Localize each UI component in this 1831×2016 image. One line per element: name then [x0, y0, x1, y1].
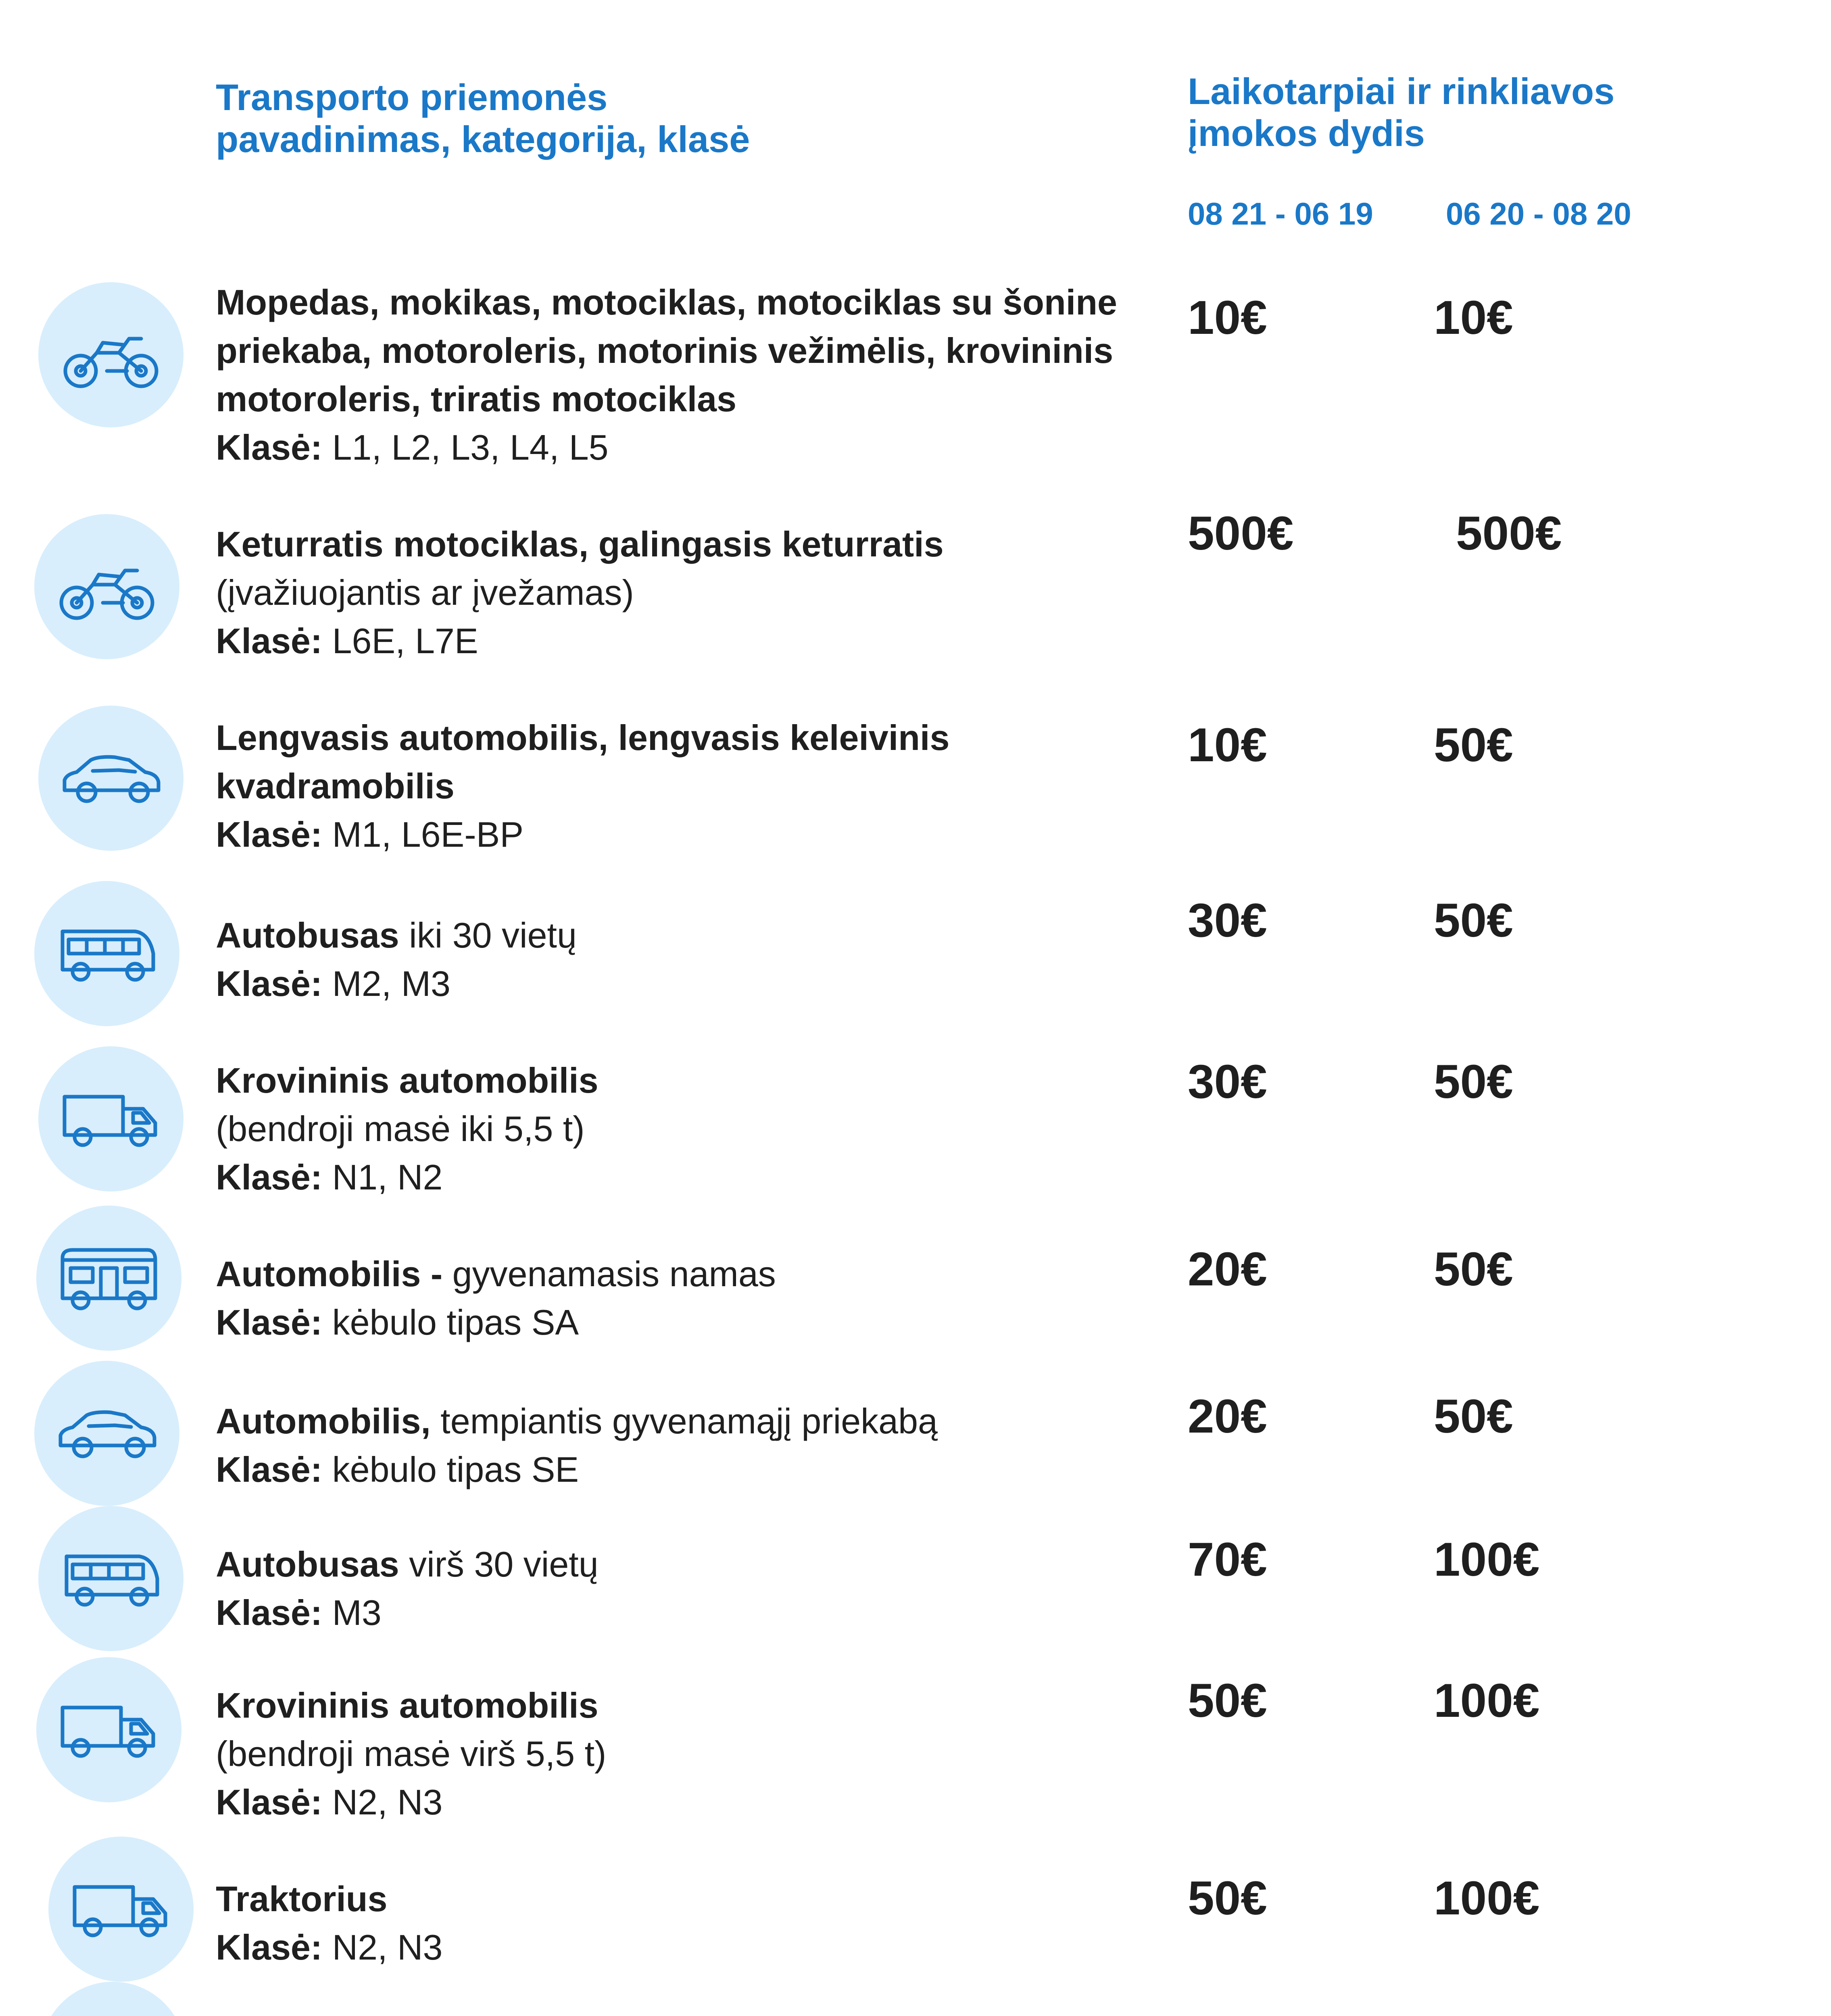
price-period-a: 10€ — [1188, 719, 1267, 772]
motorcycle-icon — [34, 514, 179, 659]
row-description — [216, 1681, 1176, 1826]
price-period-a: 20€ — [1188, 1390, 1267, 1443]
row-title-rest: tempiantis gyvenamąjį priekabą — [430, 1401, 938, 1441]
car-icon — [40, 1982, 186, 2016]
klase-label: Klasė: — [216, 1302, 323, 1342]
klase-value: M2, M3 — [332, 964, 450, 1004]
row-description — [216, 1056, 1176, 1202]
truck-icon — [36, 1657, 181, 1802]
price-period-a: 10€ — [1188, 291, 1267, 344]
fee-column-header — [1188, 71, 1752, 154]
klase-label: Klasė: — [216, 1157, 323, 1197]
klase-label: Klasė: — [216, 964, 323, 1004]
price-period-a: 20€ — [1188, 1243, 1267, 1296]
klase-value: N2, N3 — [332, 1782, 443, 1822]
price-period-a: 70€ — [1188, 1533, 1267, 1586]
klase-value: M1, L6E-BP — [332, 814, 524, 854]
price-period-b: 50€ — [1434, 719, 1513, 772]
camper-icon — [36, 1206, 181, 1351]
row-description — [216, 1540, 1176, 1637]
row-description — [216, 1397, 1176, 1494]
period-b-header: 06 20 - 08 20 — [1446, 196, 1631, 231]
klase-label: Klasė: — [216, 427, 323, 467]
row-subtitle: (bendroji masė virš 5,5 t) — [216, 1734, 607, 1774]
klase-value: L1, L2, L3, L4, L5 — [332, 427, 609, 467]
klase-value: kėbulo tipas SE — [332, 1450, 579, 1489]
klase-label: Klasė: — [216, 1593, 323, 1633]
row-description — [216, 520, 1176, 665]
price-period-b: 100€ — [1434, 1533, 1540, 1586]
klase-label: Klasė: — [216, 1450, 323, 1489]
row-subtitle: (įvažiuojantis ar įvežamas) — [216, 573, 634, 612]
row-description — [216, 278, 1176, 472]
klase-value: kėbulo tipas SA — [332, 1302, 579, 1342]
row-description — [216, 714, 1176, 859]
row-description — [216, 1250, 1176, 1347]
klase-label: Klasė: — [216, 1782, 323, 1822]
row-title: Autobusas — [216, 1544, 399, 1584]
car-icon — [38, 706, 184, 851]
truck-icon — [38, 1046, 184, 1191]
price-period-a: 50€ — [1188, 1872, 1267, 1925]
price-period-a: 500€ — [1188, 507, 1294, 560]
price-period-b: 50€ — [1434, 894, 1513, 947]
price-period-b: 500€ — [1456, 507, 1562, 560]
motorcycle-icon — [38, 282, 184, 427]
car-icon — [34, 1361, 179, 1506]
row-title: Autobusas — [216, 915, 399, 955]
price-period-b: 10€ — [1434, 291, 1513, 344]
klase-label: Klasė: — [216, 1927, 323, 1967]
klase-value: N2, N3 — [332, 1927, 443, 1967]
price-period-b: 50€ — [1434, 1390, 1513, 1443]
fee-header-line1: Laikotarpiai ir rinkliavos — [1188, 71, 1615, 112]
price-period-b: 100€ — [1434, 1872, 1540, 1925]
price-period-a: 30€ — [1188, 894, 1267, 947]
vehicle-header-line1: Transporto priemonės — [216, 77, 608, 118]
row-title: Traktorius — [216, 1879, 388, 1919]
klase-value: N1, N2 — [332, 1157, 443, 1197]
row-description — [216, 911, 1176, 1008]
period-a-header: 08 21 - 06 19 — [1188, 196, 1373, 231]
price-period-b: 50€ — [1434, 1055, 1513, 1108]
klase-value: L6E, L7E — [332, 621, 478, 661]
klase-value: M3 — [332, 1593, 382, 1633]
row-title-rest: iki 30 vietų — [399, 915, 577, 955]
row-title: Keturratis motociklas, galingasis keturratis — [216, 524, 944, 564]
row-title-rest: virš 30 vietų — [399, 1544, 599, 1584]
row-title: Krovininis automobilis — [216, 1060, 599, 1100]
price-period-a: 50€ — [1188, 1674, 1267, 1727]
row-title: Automobilis - — [216, 1254, 443, 1294]
truck-icon — [48, 1837, 194, 1982]
fee-header-line2: įmokos dydis — [1188, 113, 1425, 154]
row-description — [216, 1875, 1176, 1972]
row-title-rest: gyvenamasis namas — [442, 1254, 776, 1294]
price-period-a: 30€ — [1188, 1055, 1267, 1108]
vehicle-column-header — [216, 77, 821, 160]
row-title: Automobilis, — [216, 1401, 431, 1441]
vehicle-header-line2: pavadinimas, kategorija, klasė — [216, 119, 750, 160]
row-title: Lengvasis automobilis, lengvasis keleivinis kvadramobilis — [216, 718, 950, 806]
price-period-b: 50€ — [1434, 1243, 1513, 1296]
row-subtitle: (bendroji masė iki 5,5 t) — [216, 1109, 585, 1149]
klase-label: Klasė: — [216, 621, 323, 661]
klase-label: Klasė: — [216, 814, 323, 854]
minibus-icon — [34, 881, 179, 1026]
row-title: Mopedas, mokikas, motociklas, motociklas su šonine priekaba, motoroleris, motorinis vežimėlis, krovininis motoroleris, triratis motociklas — [216, 282, 1117, 419]
minibus-icon — [38, 1506, 184, 1651]
price-period-b: 100€ — [1434, 1674, 1540, 1727]
row-title: Krovininis automobilis — [216, 1685, 599, 1725]
